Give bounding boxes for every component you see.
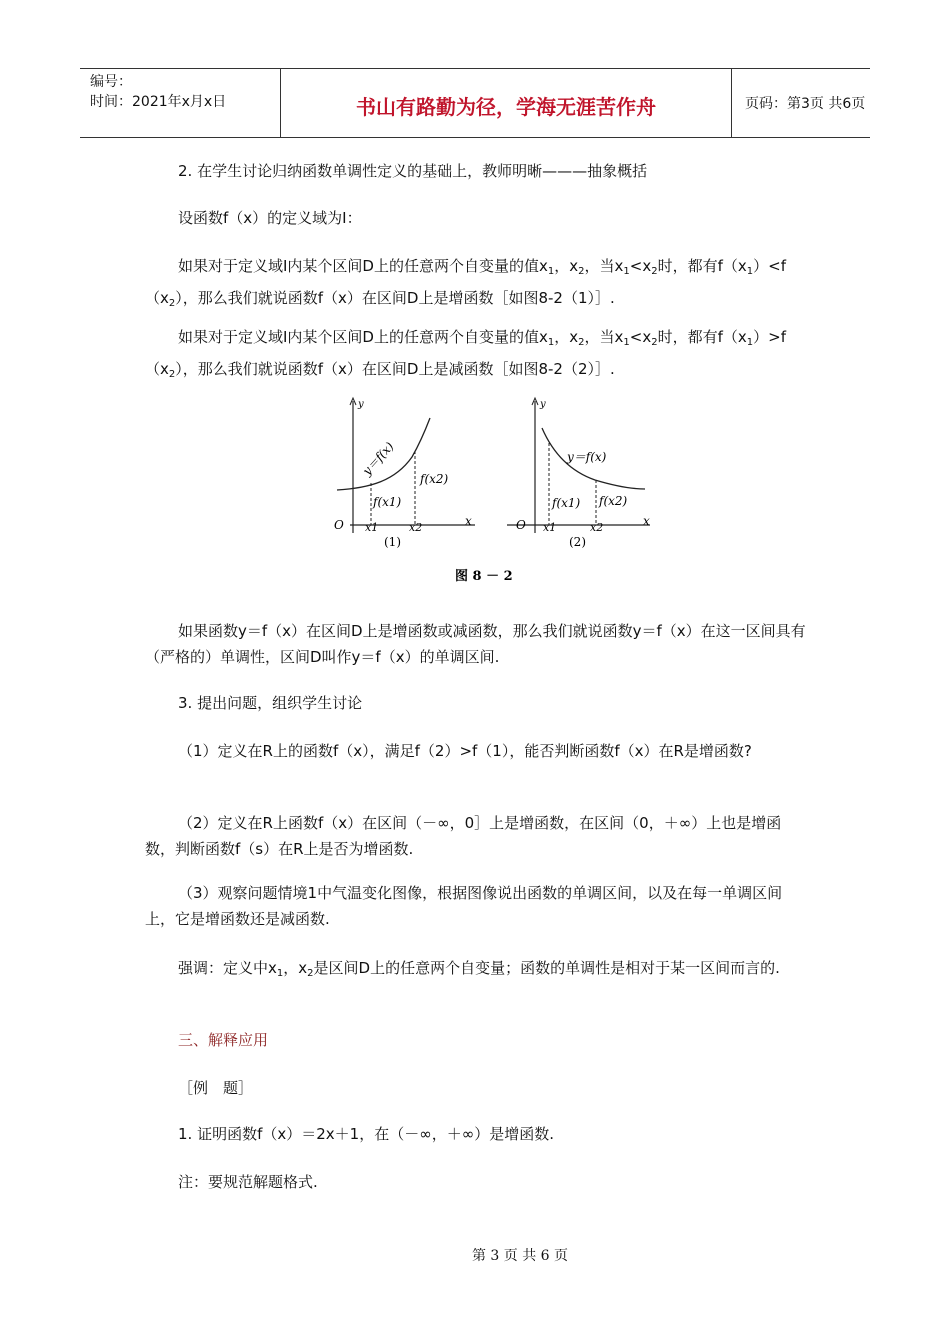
paragraph-emphasis: 强调：定义中$x_1$，$x_2$是区间D上的任意两个自变量；函数的单调性是相对于某一区间而言的. [178,959,780,979]
header-motto: 书山有路勤为径，学海无涯苦作舟 [280,69,732,137]
x1-tick-label: x1 [543,521,557,534]
paragraph-2-heading: 2. 在学生讨论归纳函数单调性定义的基础上，教师明晰———抽象概括 [178,162,648,180]
curve-label: y＝f(x) [359,439,397,479]
header-page-number: 页码：第3页 共6页 [745,96,866,112]
paragraph-monotonic-interval: 如果函数y＝f（x）在区间D上是增函数或减函数，那么我们就说函数y＝f（x）在这一区间具有（严格的）单调性，区间D叫作y＝f（x）的单调区间. [145,622,806,666]
x1-tick-label: x1 [365,521,379,534]
question-3: （3）观察问题情境1中气温变化图像，根据图像说出函数的单调区间，以及在每一单调区间上，它是增函数还是减函数. [145,884,783,928]
graph-1-label: (1) [384,535,401,549]
paragraph-increasing-definition: 如果对于定义域I内某个区间D上的任意两个自变量的值$x_1$，$x_2$，当$x_1<x_2$时，都有$f(x_1)<f(x_2)$，那么我们就说函数f（x）在区间D上是增函数［如图8-2（1）］. [145,257,786,309]
y-axis-label: y [540,399,546,410]
paragraph-domain: 设函数f（x）的定义域为I： [178,209,362,227]
f-x1-label: f(x1) [552,496,581,510]
x-axis-label: x [465,514,472,528]
header-meta [80,69,280,137]
origin-label: O [334,518,344,532]
document-date-label: 时间：2021年x月x日 [90,94,227,110]
curve-label: y＝f(x) [567,450,607,464]
paragraph-decreasing-definition: 如果对于定义域I内某个区间D上的任意两个自变量的值$x_1$，$x_2$，当$x_1<x_2$时，都有$f(x_1)>f(x_2)$，那么我们就说函数f（x）在区间D上是减函数［如图8-2（2）］. [145,328,786,380]
graph-2-label: (2) [569,535,586,549]
example-1: 1. 证明函数f（x）＝2x＋1，在（－∞，＋∞）是增函数. [178,1125,554,1143]
graph-decreasing [507,398,650,549]
graph-increasing [334,398,475,549]
question-2: （2）定义在R上函数f（x）在区间（－∞，0］上是增函数，在区间（0，＋∞）上也是增函数，判断函数f（s）在R上是否为增函数. [145,814,782,858]
example-heading: ［例 题］ [178,1079,254,1097]
f-x2-label: f(x2) [599,494,628,508]
figure-caption: 图 8 － 2 [455,569,513,584]
origin-label: O [516,518,526,532]
x2-tick-label: x2 [590,521,604,534]
figure-8-2 [320,393,670,593]
note: 注：要规范解题格式. [178,1173,318,1191]
question-1: （1）定义在R上的函数f（x），满足f（2）>f（1），能否判断函数f（x）在R是增函数? [178,742,752,760]
x2-tick-label: x2 [409,521,423,534]
paragraph-3-heading: 3. 提出问题，组织学生讨论 [178,694,363,712]
section-3-heading: 三、解释应用 [178,1031,269,1049]
page-footer: 第 3 页 共 6 页 [471,1248,569,1264]
y-axis-label: y [358,399,364,410]
page-header [80,68,870,138]
f-x2-label: f(x2) [420,472,449,486]
document-number-label: 编号： [90,74,132,90]
f-x1-label: f(x1) [373,495,402,509]
x-axis-label: x [643,514,650,528]
